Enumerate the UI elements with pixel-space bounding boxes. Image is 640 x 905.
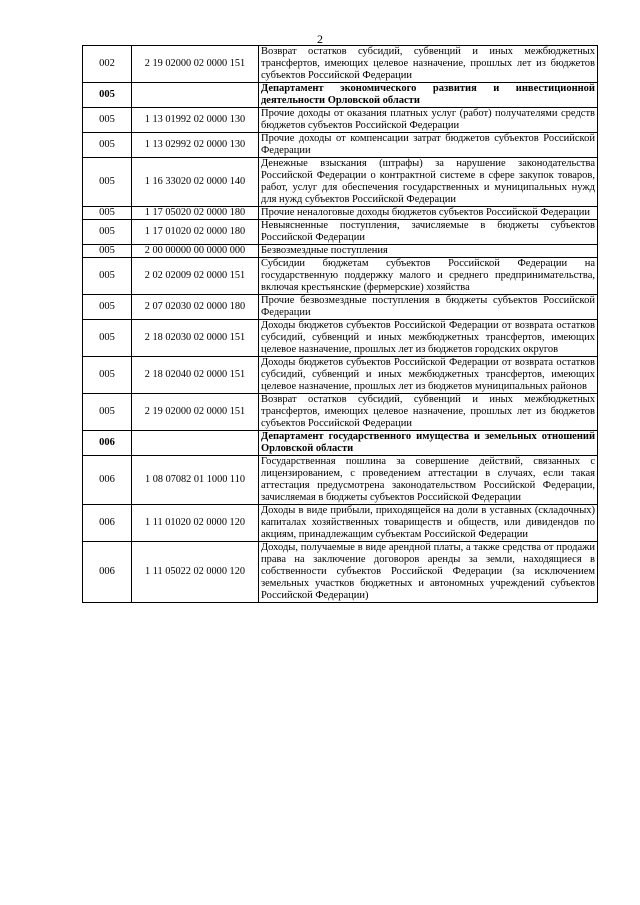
income-name-cell: Прочие доходы от оказания платных услуг (работ) получателями средств бюджетов субъектов Российской Федерации [259,108,598,133]
income-code-cell [132,83,259,108]
table-row [83,357,598,394]
income-name-cell: Прочие безвозмездные поступления в бюджеты субъектов Российской Федерации [259,295,598,320]
admin-code-cell: 005 [83,220,132,245]
table-row [83,542,598,603]
income-code-cell: 2 18 02030 02 0000 151 [132,320,259,357]
department-header-row [83,431,598,456]
table-row [83,258,598,295]
table-row [83,456,598,505]
income-name-cell: Доходы бюджетов субъектов Российской Федерации от возврата остатков субсидий, субвенций и иных межбюджетных трансфертов, имеющих целевое назначение, прошлых лет из бюджетов городских округов [259,320,598,357]
income-code-cell: 2 00 00000 00 0000 000 [132,245,259,258]
income-name-cell: Прочие неналоговые доходы бюджетов субъектов Российской Федерации [259,207,598,220]
admin-code-cell: 006 [83,542,132,603]
table-row [83,207,598,220]
admin-code-cell: 002 [83,46,132,83]
table-row [83,108,598,133]
income-code-cell: 1 13 01992 02 0000 130 [132,108,259,133]
income-name-cell: Возврат остатков субсидий, субвенций и иных межбюджетных трансфертов, имеющих целевое назначение, прошлых лет из бюджетов субъектов Российской Федерации [259,394,598,431]
income-name-cell: Доходы в виде прибыли, приходящейся на доли в уставных (складочных) капиталах хозяйственных товариществ и обществ, или дивидендов по акциям, принадлежащим субъектам Российской Федерации [259,505,598,542]
income-code-cell: 1 13 02992 02 0000 130 [132,133,259,158]
table-row [83,505,598,542]
admin-code-cell: 005 [83,83,132,108]
department-header-row [83,83,598,108]
admin-code-cell: 006 [83,505,132,542]
income-name-cell: Департамент государственного имущества и земельных отношений Орловской области [259,431,598,456]
income-code-cell: 2 19 02000 02 0000 151 [132,394,259,431]
table-row [83,220,598,245]
income-code-cell: 2 18 02040 02 0000 151 [132,357,259,394]
admin-code-cell: 005 [83,258,132,295]
income-name-cell: Невыясненные поступления, зачисляемые в бюджеты субъектов Российской Федерации [259,220,598,245]
admin-code-cell: 006 [83,431,132,456]
income-name-cell: Денежные взыскания (штрафы) за нарушение законодательства Российской Федерации о контрактной системе в сфере закупок товаров, работ, услуг для обеспечения государственных и муниципальных нужд для нужд субъектов Российской Федерации [259,158,598,207]
income-code-cell: 1 17 05020 02 0000 180 [132,207,259,220]
income-name-cell: Доходы бюджетов субъектов Российской Федерации от возврата остатков субсидий, субвенций и иных межбюджетных трансфертов, имеющих целевое назначение, прошлых лет из бюджетов муниципальных районов [259,357,598,394]
admin-code-cell: 005 [83,207,132,220]
table-row [83,46,598,83]
income-code-cell: 2 19 02000 02 0000 151 [132,46,259,83]
income-code-cell: 1 11 01020 02 0000 120 [132,505,259,542]
income-name-cell: Доходы, получаемые в виде арендной платы, а также средства от продажи права на заключение договоров аренды за земли, находящиеся в собственности субъектов Российской Федерации (за исключением земельных участков бюджетных и автономных учреждений субъектов Российской Федерации) [259,542,598,603]
admin-code-cell: 005 [83,108,132,133]
income-code-cell: 2 07 02030 02 0000 180 [132,295,259,320]
admin-code-cell: 006 [83,456,132,505]
income-code-cell: 1 16 33020 02 0000 140 [132,158,259,207]
page-number: 2 [317,32,323,46]
income-name-cell: Департамент экономического развития и инвестиционной деятельности Орловской области [259,83,598,108]
income-name-cell: Субсидии бюджетам субъектов Российской Федерации на государственную поддержку малого и среднего предпринимательства, включая крестьянские (фермерские) хозяйства [259,258,598,295]
admin-code-cell: 005 [83,394,132,431]
income-code-cell: 2 02 02009 02 0000 151 [132,258,259,295]
income-code-cell [132,431,259,456]
income-code-cell: 1 17 01020 02 0000 180 [132,220,259,245]
table-row [83,158,598,207]
table-row [83,133,598,158]
admin-code-cell: 005 [83,133,132,158]
admin-code-cell: 005 [83,320,132,357]
income-name-cell: Прочие доходы от компенсации затрат бюджетов субъектов Российской Федерации [259,133,598,158]
income-code-cell: 1 11 05022 02 0000 120 [132,542,259,603]
income-code-cell: 1 08 07082 01 1000 110 [132,456,259,505]
income-name-cell: Безвозмездные поступления [259,245,598,258]
table-row [83,320,598,357]
admin-code-cell: 005 [83,158,132,207]
admin-code-cell: 005 [83,245,132,258]
budget-codes-table [82,45,598,603]
income-name-cell: Государственная пошлина за совершение действий, связанных с лицензированием, с проведением аттестации в случаях, если такая аттестация предусмотрена законодательством Российской Федерации, зачисляемая в бюджеты субъектов Российской Федерации [259,456,598,505]
table-row [83,245,598,258]
admin-code-cell: 005 [83,295,132,320]
table-row [83,295,598,320]
admin-code-cell: 005 [83,357,132,394]
table-row [83,394,598,431]
income-name-cell: Возврат остатков субсидий, субвенций и иных межбюджетных трансфертов, имеющих целевое назначение, прошлых лет из бюджетов субъектов Российской Федерации [259,46,598,83]
